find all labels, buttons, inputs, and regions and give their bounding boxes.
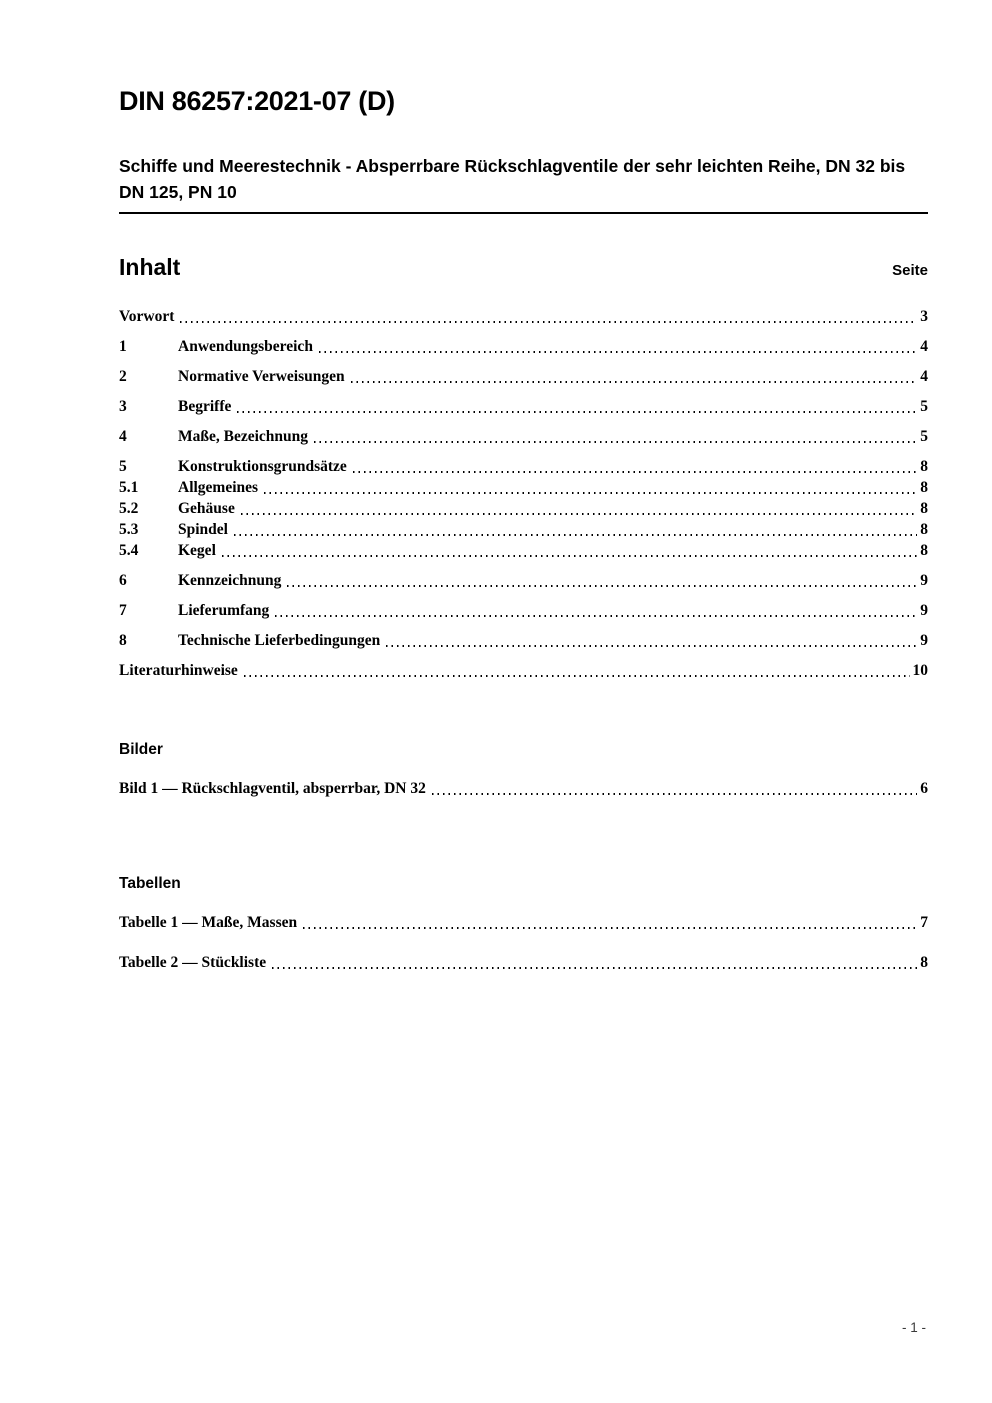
toc-entry-label: Technische Lieferbedingungen bbox=[178, 632, 381, 649]
toc-entry-5-4 bbox=[119, 541, 928, 561]
toc-entry-1 bbox=[119, 337, 928, 357]
toc-entry-number: 1 bbox=[119, 338, 127, 355]
dotted-leader bbox=[264, 492, 917, 494]
toc-entry-label: Anwendungsbereich bbox=[178, 338, 313, 355]
tables-list bbox=[119, 913, 928, 973]
toc-entry-number: 5.4 bbox=[119, 542, 139, 559]
toc-entry-5 bbox=[119, 457, 928, 477]
toc-entry-number: 8 bbox=[119, 632, 127, 649]
dotted-leader bbox=[351, 381, 918, 383]
toc-entry-5-2 bbox=[119, 499, 928, 519]
dotted-leader bbox=[314, 441, 917, 443]
toc-entry-page: 8 bbox=[920, 542, 928, 559]
toc-entry-label: Kennzeichnung bbox=[178, 572, 282, 589]
table-entry-label: Tabelle 1 — Maße, Massen bbox=[119, 914, 298, 931]
dotted-leader bbox=[353, 471, 917, 473]
toc-entry-label: Spindel bbox=[178, 521, 228, 538]
dotted-leader bbox=[319, 351, 917, 353]
document-id: DIN 86257:2021-07 (D) bbox=[119, 86, 395, 116]
dotted-leader bbox=[432, 793, 917, 795]
toc-entry-4 bbox=[119, 427, 928, 447]
toc-entry-label: Literaturhinweise bbox=[119, 662, 238, 679]
dotted-leader bbox=[234, 534, 917, 536]
toc-entry-6 bbox=[119, 571, 928, 591]
toc-entry-page: 9 bbox=[920, 572, 928, 589]
toc-entry-5-1 bbox=[119, 478, 928, 498]
footer-page-number: - 1 - bbox=[901, 1320, 926, 1335]
dotted-leader bbox=[222, 555, 917, 557]
dotted-leader bbox=[386, 645, 917, 647]
table-entry-label: Tabelle 2 — Stückliste bbox=[119, 954, 267, 971]
toc-entry-page: 4 bbox=[920, 368, 928, 385]
toc-entry-page: 8 bbox=[920, 458, 928, 475]
dotted-leader bbox=[244, 675, 910, 677]
toc-entry-page: 8 bbox=[920, 521, 928, 538]
dotted-leader bbox=[287, 585, 917, 587]
toc-entry-label: Konstruktionsgrundsätze bbox=[178, 458, 347, 475]
dotted-leader bbox=[303, 927, 917, 929]
toc-entry-vorwort bbox=[119, 307, 928, 327]
toc-entry-literaturhinweise bbox=[119, 661, 928, 681]
toc-page-column-label: Seite bbox=[892, 262, 928, 279]
toc-entry-page: 5 bbox=[920, 398, 928, 415]
table-entry-1 bbox=[119, 913, 928, 933]
toc-heading: Inhalt bbox=[119, 254, 181, 280]
tables-heading: Tabellen bbox=[119, 875, 181, 892]
toc-entry-page: 8 bbox=[920, 500, 928, 517]
toc-entry-number: 5.1 bbox=[119, 479, 139, 496]
toc-entry-number: 7 bbox=[119, 602, 127, 619]
toc-entry-label: Gehäuse bbox=[178, 500, 235, 517]
toc-entry-page: 8 bbox=[920, 479, 928, 496]
toc-entry-label: Normative Verweisungen bbox=[178, 368, 345, 385]
toc-entry-label: Lieferumfang bbox=[178, 602, 270, 619]
document-title: Schiffe und Meerestechnik - Absperrbare Rückschlagventile der sehr leichten Reihe, DN 32 bis DN 125, PN 10 bbox=[119, 153, 928, 214]
table-entry-2 bbox=[119, 953, 928, 973]
figure-entry-page: 6 bbox=[920, 780, 928, 797]
table-of-contents bbox=[119, 307, 928, 681]
figures-heading: Bilder bbox=[119, 741, 163, 758]
figures-list bbox=[119, 779, 928, 799]
toc-entry-number: 6 bbox=[119, 572, 127, 589]
table-entry-page: 8 bbox=[920, 954, 928, 971]
toc-entry-number: 5 bbox=[119, 458, 127, 475]
toc-entry-page: 3 bbox=[920, 308, 928, 325]
toc-entry-8 bbox=[119, 631, 928, 651]
toc-entry-page: 9 bbox=[920, 632, 928, 649]
toc-entry-7 bbox=[119, 601, 928, 621]
toc-entry-page: 5 bbox=[920, 428, 928, 445]
figure-entry-1 bbox=[119, 779, 928, 799]
dotted-leader bbox=[272, 967, 917, 969]
toc-entry-3 bbox=[119, 397, 928, 417]
toc-entry-5-3 bbox=[119, 520, 928, 540]
dotted-leader bbox=[237, 411, 917, 413]
toc-entry-number: 3 bbox=[119, 398, 127, 415]
toc-entry-number: 5.3 bbox=[119, 521, 139, 538]
toc-header-row bbox=[119, 254, 928, 281]
figure-entry-label: Bild 1 — Rückschlagventil, absperrbar, DN 32 bbox=[119, 780, 426, 797]
toc-entry-number: 2 bbox=[119, 368, 127, 385]
toc-entry-page: 4 bbox=[920, 338, 928, 355]
page-content bbox=[119, 0, 928, 973]
dotted-leader bbox=[241, 513, 917, 515]
toc-entry-label: Allgemeines bbox=[178, 479, 259, 496]
toc-entry-2 bbox=[119, 367, 928, 387]
dotted-leader bbox=[275, 615, 917, 617]
table-entry-page: 7 bbox=[920, 914, 928, 931]
toc-entry-page: 10 bbox=[912, 662, 928, 679]
toc-entry-label: Vorwort bbox=[119, 308, 175, 325]
toc-entry-label: Maße, Bezeichnung bbox=[178, 428, 309, 445]
toc-entry-label: Begriffe bbox=[178, 398, 232, 415]
dotted-leader bbox=[180, 321, 917, 323]
toc-entry-page: 9 bbox=[920, 602, 928, 619]
toc-entry-number: 5.2 bbox=[119, 500, 139, 517]
toc-entry-label: Kegel bbox=[178, 542, 216, 559]
toc-entry-number: 4 bbox=[119, 428, 127, 445]
